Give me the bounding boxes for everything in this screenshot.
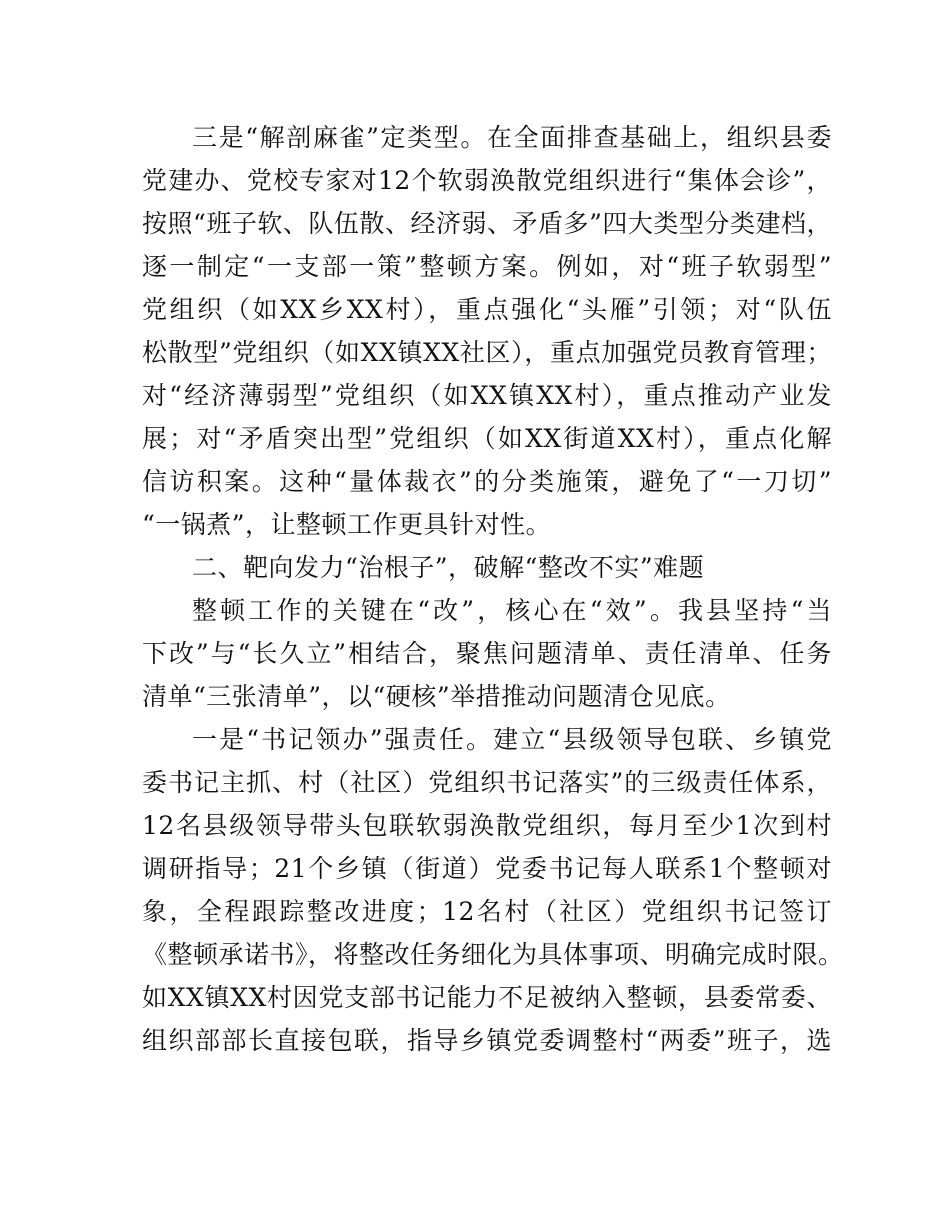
paragraph-line: 委书记主抓、村（社区）党组织书记落实”的三级责任体系， — [142, 768, 832, 797]
paragraph-line: 党组织（如XX乡XX村），重点强化“头雁”引领；对“队伍 — [142, 295, 832, 324]
paragraph-line: 展；对“矛盾突出型”党组织（如XX街道XX村），重点化解 — [142, 424, 832, 453]
paragraph-line: 松散型”党组织（如XX镇XX社区），重点加强党员教育管理； — [142, 338, 832, 367]
paragraph-line: 12名县级领导带头包联软弱涣散党组织，每月至少1次到村 — [142, 811, 832, 840]
paragraph-line: 象，全程跟踪整改进度；12名村（社区）党组织书记签订 — [142, 897, 832, 926]
section-heading: 二、靶向发力“治根子”，破解“整改不实”难题 — [192, 553, 705, 582]
paragraph-line-last: 清单“三张清单”，以“硬核”举措推动问题清仓见底。 — [142, 682, 731, 711]
paragraph-line: 对“经济薄弱型”党组织（如XX镇XX村），重点推动产业发 — [142, 381, 832, 410]
body-text — [142, 116, 844, 1062]
paragraph-line: 整顿工作的关键在“改”，核心在“效”。我县坚持“当 — [192, 596, 832, 625]
paragraph-line-last: “一锅煮”，让整顿工作更具针对性。 — [142, 510, 552, 539]
paragraph-line: 按照“班子软、队伍散、经济弱、矛盾多”四大类型分类建档， — [142, 209, 832, 238]
paragraph-line: 一是“书记领办”强责任。建立“县级领导包联、乡镇党 — [192, 725, 832, 754]
paragraph-line: 党建办、党校专家对12个软弱涣散党组织进行“集体会诊”， — [142, 166, 832, 195]
paragraph-line: 《整顿承诺书》，将整改任务细化为具体事项、明确完成时限。 — [142, 940, 844, 969]
paragraph-line: 信访积案。这种“量体裁衣”的分类施策，避免了“一刀切” — [142, 467, 832, 496]
paragraph-line: 组织部部长直接包联，指导乡镇党委调整村“两委”班子，选 — [142, 1026, 832, 1055]
paragraph-line: 如XX镇XX村因党支部书记能力不足被纳入整顿，县委常委、 — [142, 983, 832, 1012]
paragraph-line: 下改”与“长久立”相结合，聚焦问题清单、责任清单、任务 — [142, 639, 832, 668]
paragraph-line: 逐一制定“一支部一策”整顿方案。例如，对“班子软弱型” — [142, 252, 832, 281]
paragraph-line: 调研指导；21个乡镇（街道）党委书记每人联系1个整顿对 — [142, 854, 832, 883]
paragraph-line: 三是“解剖麻雀”定类型。在全面排查基础上，组织县委 — [192, 123, 832, 152]
